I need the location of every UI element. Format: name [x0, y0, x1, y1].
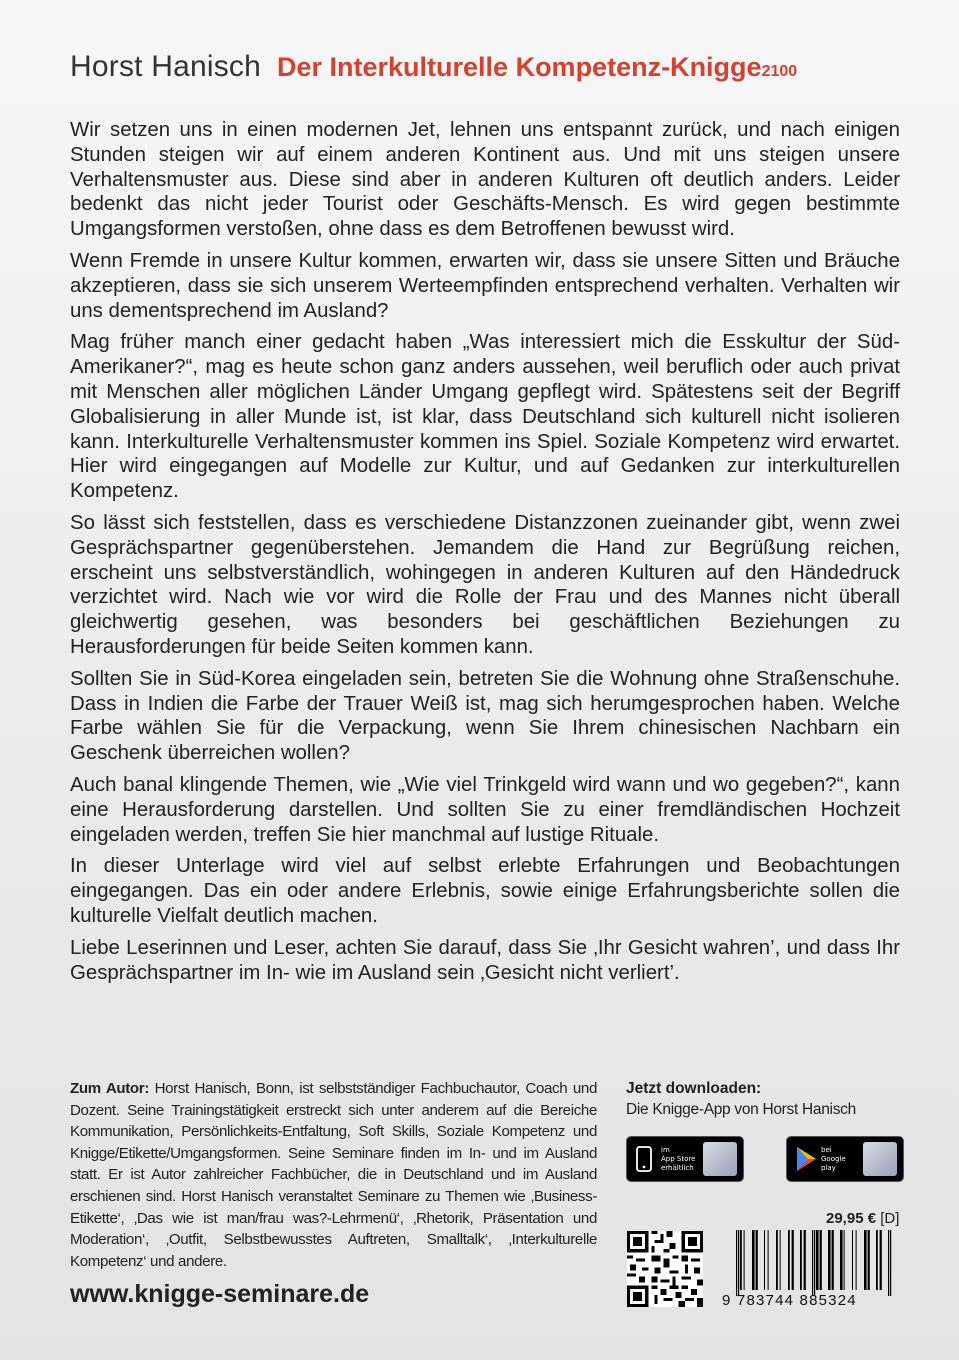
- author-name: Horst Hanisch: [70, 50, 261, 83]
- author-bio-body: Horst Hanisch, Bonn, ist selbstständiger Fachbuchautor, Coach und Dozent. Seine Trainingstätigkeit erstreckt sich unter anderem auf die Bereiche Kommunikation, Persönlichkeits-Entfaltung, Soft Skills, Soziale Kompetenz und Knigge/Etikette/Umgangsformen. Seine Seminare finden im In- und im Ausland statt. Er ist Autor zahlreicher Fachbücher, die in Deutschland und im Ausland erschienen sind. Horst Hanisch veranstaltet Seminare zu Themen wie ‚Business-Etikette‘, ‚Das wie ist man/frau was?-Lehrmenü‘, ‚Rhetorik, Präsentation und Moderation‘, ‚Outfit, Selbstbewusstes Auftreten, Smalltalk‘, ‚Interkulturelle Kompetenz‘ und andere.: [70, 1080, 597, 1270]
- blurb-paragraph: Wir setzen uns in einen modernen Jet, lehnen uns entspannt zurück, und nach einigen Stunden steigen wir auf einem anderen Kontinent aus. Und mit uns steigen unsere Verhaltensmuster aus. Diese sind aber in anderen Kulturen oft deutlich anders. Leider bedenkt das nicht jeder Tourist oder Geschäfts-Mensch. Es wird gegen bestimmte Umgangsformen verstoßen, ohne dass es dem Betroffenen bewusst wird.: [70, 119, 900, 241]
- barcode-bar: [756, 1230, 758, 1290]
- store-badges: [626, 1136, 916, 1186]
- google-play-qr-icon: [863, 1142, 897, 1176]
- barcode-bar: [820, 1230, 822, 1290]
- app-download: [626, 1078, 916, 1186]
- isbn-number: 9 783744 885324: [722, 1292, 857, 1309]
- barcode-bar: [868, 1230, 870, 1290]
- app-store-qr-icon: [703, 1142, 737, 1176]
- barcode-guard-bar: [814, 1230, 815, 1296]
- barcode-bar: [864, 1230, 867, 1290]
- barcode-bar: [776, 1230, 778, 1290]
- barcode-bar: [788, 1230, 790, 1290]
- barcode: [722, 1230, 900, 1300]
- book-title-suffix: 2100: [761, 63, 798, 80]
- barcode-bar: [792, 1230, 794, 1290]
- price-amount: 29,95 €: [826, 1210, 877, 1227]
- play-triangle-icon: [795, 1146, 817, 1172]
- google-play-label: bei Google play: [821, 1146, 846, 1172]
- barcode-bar: [840, 1230, 843, 1290]
- barcode-guard-bar: [890, 1230, 891, 1296]
- barcode-bar: [800, 1230, 802, 1290]
- barcode-bar: [764, 1230, 765, 1290]
- app-store-label: im App Store erhältlich: [661, 1146, 696, 1172]
- barcode-bar: [828, 1230, 831, 1290]
- blurb-paragraph: Liebe Leserinnen und Leser, achten Sie darauf, dass Sie ‚Ihr Gesicht wahren’, und dass Ihr Gesprächspartner im In- wie im Ausland sein ‚Gesicht nicht verliert’.: [70, 936, 900, 984]
- barcode-bar: [780, 1230, 781, 1290]
- header: [70, 50, 910, 84]
- download-subtitle: Die Knigge-App von Horst Hanisch: [626, 1101, 856, 1118]
- barcode-bar: [844, 1230, 845, 1290]
- book-title: Der Interkulturelle Kompetenz-Knigge: [277, 52, 762, 82]
- blurb-paragraph: Wenn Fremde in unsere Kultur kommen, erwarten wir, dass sie unsere Sitten und Bräuche akzeptieren, dass sie sich unserem Werteempfinden entsprechend verhalten. Verhalten wir uns dementsprechend im Ausland?: [70, 249, 900, 322]
- author-bio: [70, 1078, 597, 1272]
- barcode-bar: [856, 1230, 857, 1290]
- qr-code-icon: [627, 1231, 703, 1307]
- barcode-bar: [832, 1230, 834, 1290]
- author-bio-label: Zum Autor:: [70, 1080, 149, 1097]
- barcode-guard-bar: [738, 1230, 739, 1296]
- phone-icon: [635, 1146, 653, 1172]
- barcode-bar: [852, 1230, 853, 1290]
- barcode-bar: [804, 1230, 806, 1290]
- blurb-paragraph: Auch banal klingende Themen, wie „Wie viel Trinkgeld wird wann und wo gegeben?“, kann eine Herausforderung darstellen. Und sollten Sie zu einer fremdländischen Hochzeit eingeladen werden, treffen Sie hier manchmal auf lustige Rituale.: [70, 773, 900, 846]
- blurb-paragraph: In dieser Unterlage wird viel auf selbst erlebte Erfahrungen und Beobachtungen eingegangen. Das ein oder andere Erlebnis, sowie einige Erfahrungsberichte sollen die kulturelle Vielfalt deutlich machen.: [70, 855, 900, 927]
- author-bio-text: [70, 1078, 597, 1272]
- blurb-paragraph: Sollten Sie in Süd-Korea eingeladen sein, betreten Sie die Wohnung ohne Straßenschuhe. Dass in Indien die Farbe der Trauer Weiß ist, mag sich herumgesprochen haben. Welche Farbe wählen Sie für die Verpackung, wenn Sie Ihrem chinesischen Nachbarn ein Geschenk überreichen wollen?: [70, 667, 900, 765]
- barcode-bar: [816, 1230, 819, 1290]
- barcode-bar: [752, 1230, 755, 1290]
- barcode-guard-bar: [812, 1230, 813, 1296]
- price-region: [D]: [880, 1210, 900, 1227]
- barcode-bar: [880, 1230, 882, 1290]
- price: [826, 1210, 899, 1227]
- barcode-bar: [740, 1230, 742, 1290]
- app-store-badge[interactable]: [626, 1136, 744, 1182]
- google-play-badge[interactable]: [786, 1136, 904, 1182]
- download-title: Jetzt downloaden:: [626, 1080, 762, 1097]
- blurb-paragraph: So lässt sich feststellen, dass es verschiedene Distanzzonen zueinander gibt, wenn zwei Gesprächspartner gegenüberstehen. Jemandem die Hand zur Begrüßung reichen, erscheint uns selbstverständlich, wohingegen in anderen Kulturen auf den Händedruck verzichtet wird. Nach wie vor wird die Rolle der Frau und des Mannes nicht überall gleichwertig gesehen, was besonders bei geschäftlichen Beziehungen zu Herausforderungen für beide Seiten kommen kann.: [70, 511, 900, 658]
- website-link[interactable]: www.knigge-seminare.de: [70, 1280, 370, 1308]
- barcode-bar: [744, 1230, 745, 1290]
- barcode-bar: [876, 1230, 878, 1290]
- blurb-text: [70, 118, 900, 992]
- barcode-bar: [768, 1230, 769, 1290]
- blurb-paragraph: Mag früher manch einer gedacht haben „Was interessiert mich die Esskultur der Süd-Amerikaner?“, mag es heute schon ganz anders aussehen, weil beruflich oder auch privat mit Menschen aller möglichen Länder Umgang gepflegt wird. Spätestens seit der Begriff Globalisierung in aller Munde ist, ist klar, dass Deutschland sich kulturell nicht isolieren kann. Interkulturelle Verhaltensmuster kommen ins Spiel. Soziale Kompetenz wird erwartet. Hier wird eingegangen auf Modelle zur Kultur, und auf Gedanken zur interkulturellen Kompetenz.: [70, 331, 900, 503]
- barcode-guard-bar: [736, 1230, 737, 1296]
- barcode-guard-bar: [888, 1230, 889, 1296]
